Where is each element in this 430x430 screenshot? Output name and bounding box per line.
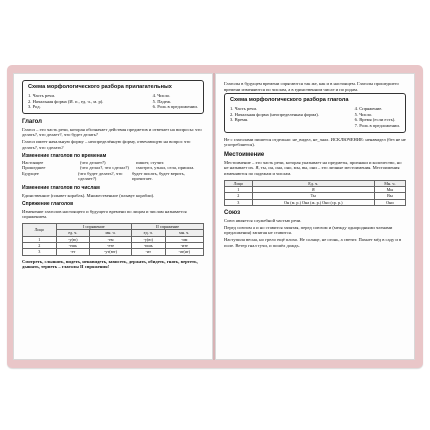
- scheme-item: 6. Роль в предложении.: [152, 104, 198, 110]
- verb-scheme-title: Схема морфологического разбора глагола: [230, 97, 349, 104]
- verb-scheme-col2: [355, 106, 400, 128]
- table-cell: 3: [225, 199, 253, 205]
- table-cell: -ете: [90, 243, 132, 249]
- tense-question: (что делает?): [80, 159, 106, 165]
- table-cell: 2: [225, 193, 253, 199]
- scheme-item: 1. Часть речи.: [28, 93, 56, 98]
- table-cell: -ат(ят): [165, 249, 204, 255]
- ne-rule: Не с глаголами пишется отдельно: не_видел, не_знал. ИСКЛЮЧЕНИЕ: ненавидел (без не не употребляется).: [224, 136, 406, 148]
- union-heading: Союз: [224, 210, 241, 217]
- number-heading: Изменение глаголов по числам: [22, 185, 100, 192]
- adjective-scheme-col1: [28, 93, 103, 110]
- tense-name: Прошедшее: [22, 165, 46, 171]
- scheme-item: 6. Время (если есть).: [354, 117, 396, 123]
- table-cell: Ты: [252, 193, 374, 199]
- table-cell: Мы: [374, 186, 405, 192]
- adjective-scheme-col2: [153, 93, 198, 110]
- table-header: I спряжение: [56, 223, 131, 229]
- table-cell: 1: [23, 236, 57, 242]
- table-row: [225, 199, 406, 205]
- tense-example: будет писать, будет верить, прочитает.: [131, 170, 185, 182]
- table-cell: -ишь: [131, 243, 165, 249]
- table-cell: -им: [165, 236, 204, 242]
- table-cell: -ет: [56, 249, 90, 255]
- pronoun-table: [224, 180, 406, 207]
- verb-definition: Глагол – это часть речи, которая обозначает действия предметов и отвечает на вопросы: что делать?, что делает?, что будет делать?: [22, 126, 202, 138]
- conjugation-table: [22, 223, 204, 256]
- scheme-item: 3. Время.: [230, 117, 249, 123]
- table-subheader: мн. ч.: [165, 230, 204, 236]
- adjective-scheme-box: [22, 80, 204, 114]
- conjugation-heading: Спряжение глаголов: [22, 201, 74, 208]
- table-row: [23, 249, 204, 255]
- number-text: Единственное (плывет корабль). Множественное (плывут корабли).: [22, 192, 155, 198]
- scheme-item: 2. Начальная форма (И. п., ед. ч., м. р).: [28, 98, 104, 104]
- tense-intro: Глаголы в будущем времени спрягаются так же, как и в настоящем. Глаголы прошедшего времени изменяются по числам, а в единственном числе и по родам.: [224, 81, 399, 92]
- union-definition: Союз является служебной частью речи.: [224, 218, 302, 224]
- table-subheader: мн. ч.: [90, 230, 132, 236]
- table-cell: -ите: [165, 243, 204, 249]
- tense-example: пишет, стучит.: [136, 159, 165, 165]
- scheme-item: 3. Род.: [28, 104, 41, 110]
- scheme-item: 4. Спряжение.: [354, 106, 383, 112]
- table-cell: Он (м. р.) Она (ж. р.) Оно (ср. р.): [252, 199, 374, 205]
- table-subheader: ед. ч.: [56, 230, 90, 236]
- table-cell: -у(ю): [56, 236, 90, 242]
- table-cell: Они: [374, 199, 405, 205]
- table-cell: Вы: [374, 193, 405, 199]
- tense-heading: Изменение глаголов по временам: [22, 153, 107, 160]
- verb-heading: Глагол: [22, 118, 42, 125]
- table-cell: -ут(ют): [90, 249, 132, 255]
- scheme-item: 5. Число.: [354, 111, 373, 117]
- tense-name: Будущее: [22, 170, 39, 176]
- tense-question: (что делал?, что сделал?): [80, 165, 129, 171]
- table-cell: 2: [23, 243, 57, 249]
- table-cell: -у(ю): [131, 236, 165, 242]
- scheme-item: 7. Роль в предложении.: [354, 122, 400, 128]
- table-header: II спряжение: [131, 223, 203, 229]
- table-cell: 1: [225, 186, 253, 192]
- tense-example: смотрел, узнал, села, пришла.: [136, 165, 195, 171]
- verb-scheme-col1: [230, 106, 319, 128]
- table-header: Мн. ч.: [374, 180, 405, 186]
- tense-name: Настоящее: [22, 159, 44, 165]
- scheme-item: 2. Начальная форма (неопределенная форма).: [230, 111, 319, 117]
- scheme-item: 5. Падеж.: [152, 98, 172, 104]
- left-page: [13, 73, 213, 360]
- table-cell: -ит: [131, 249, 165, 255]
- table-cell: -ем: [90, 236, 132, 242]
- table-cell: -ешь: [56, 243, 90, 249]
- conjugation-text: Изменение глаголов настоящего и будущего времени по лицам и числам называется спряжением.: [22, 208, 187, 220]
- pronoun-heading: Местоимение: [224, 151, 265, 158]
- table-header: Ед. ч.: [252, 180, 374, 186]
- scheme-item: 1. Часть речи.: [230, 106, 258, 112]
- pronoun-definition: Местоимение – это часть речи, которая указывает на предметы, признаки и количество, но не называет их. Я, ты, он, она, оно, мы, вы, они – это личные местоимения. Местоимения изменяются по падежам и числам.: [224, 159, 402, 176]
- tense-row: [22, 171, 204, 182]
- table-cell: 3: [23, 249, 57, 255]
- verb-infinitive: Глагол имеет начальную форму – неопределённую форму, отвечающую на вопрос что делать?, что сделать?: [22, 138, 191, 150]
- union-examples: Наступила весна, но грело ещё плохо. Не солнце, не огонь, а светит. Пахнет мёд в саду и в поле. Ветер гнал тучи, и пошёл дождь.: [224, 236, 402, 248]
- union-rule: Перед союзом а и но ставится запятая, перед союзом и (между однородными членами предложения) запятая не ставится.: [224, 224, 393, 236]
- table-subheader: ед. ч.: [131, 230, 165, 236]
- conjugation-exceptions: Смотреть, слышать, видеть, ненавидеть, зависеть, держать, обидеть, гнать, вертеть, дышать, терпеть – глаголы II спряжения!: [22, 258, 198, 270]
- table-cell: Я: [252, 186, 374, 192]
- tense-question: (что будет делать?, что сделает?): [77, 170, 123, 182]
- table-header: Лицо: [225, 180, 253, 186]
- verb-scheme-box: [224, 93, 406, 132]
- right-page: [215, 73, 415, 360]
- scheme-item: 4. Число.: [152, 93, 171, 98]
- table-header: Лицо: [23, 223, 57, 236]
- adjective-scheme-title: Схема морфологического разбора прилагательных: [28, 84, 172, 90]
